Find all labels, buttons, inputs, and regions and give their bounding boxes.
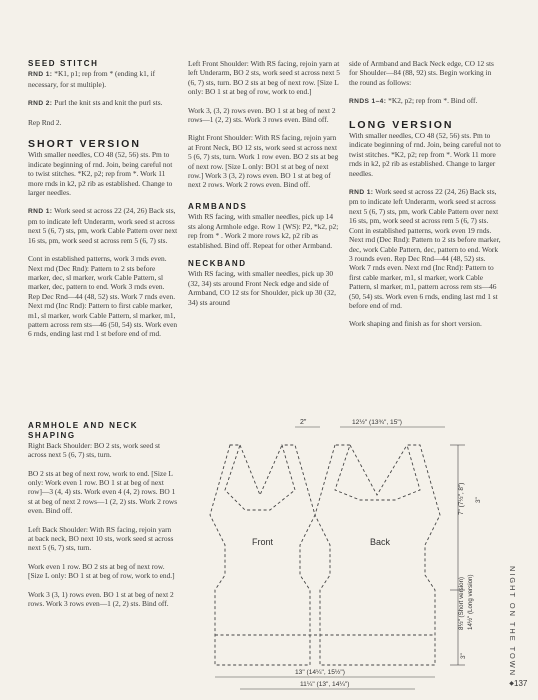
neckband-body: With RS facing, with smaller needles, pick up 30 (32, 34) sts around Front Neck edge and side of Armband, CO 12 sts for Shoulder, pick up 30 (32, 34) sts around — [188, 269, 336, 307]
right-front-shoulder: Right Front Shoulder: With RS facing, rejoin yarn at Front Neck, BO 12 sts, work seed st across next 5 (6, 7) sts, turn. Work 1 row even. BO 2 sts at beg of next row. [Size L only: BO1 st at beg of next row.] Work 3 (3, 2) rows even. BO 1 st at beg of next 2 rows. Work 2 rows even. Bind off. — [188, 133, 339, 190]
armhole-p2: BO 2 sts at beg of next row, work to end. [Size L only: Work even 1 row. BO 1 st at beg of next row]—3 (4, 4) sts. Work even 4 (4, 2) rows. BO 1 st at beg of next 2 rows—1 (2, 2) sts. Work 2 rows even. Bind off. — [28, 468, 178, 516]
book-section-title: NIGHT ON THE TOWN — [508, 566, 517, 678]
seed-stitch-rnd2 — [28, 98, 178, 108]
left-front-shoulder: Left Front Shoulder: With RS facing, rejoin yarn at left Underarm, BO 2 sts, work seed st across next 5 (6, 7) sts, turn. BO 2 sts at beg of next row. [Size L only: BO 1 st at beg of row, work to end.] — [188, 59, 340, 97]
rnd-label: RND 1: — [28, 71, 53, 79]
dim-right-long: 14½" (Long version) — [467, 574, 474, 630]
column-left — [28, 59, 178, 348]
rnd-text: *K1, p1; rep from * (ending k1, if necessary, for st multiple). — [28, 69, 156, 89]
column-right — [349, 59, 501, 338]
long-version-intro: With smaller needles, CO 48 (52, 56) sts. Pm to indicate beginning of rnd. Join, being careful not to twist stitches. *K2, p2; rep from *. Work 11 more rnds in k2, p2 rib as established. Change to larger needles. — [349, 131, 501, 178]
dim-right-3: 3" — [475, 497, 482, 503]
dim-bottom-2: 11¼" (13", 14¼") — [300, 681, 350, 688]
dim-top-small: 2" — [300, 419, 307, 426]
seed-stitch-rnd1 — [28, 69, 178, 89]
long-version-finish: Work shaping and finish as for short version. — [349, 319, 482, 329]
dim-bottom-1: 13" (14¼", 15½") — [295, 669, 345, 676]
armhole-p1: Right Back Shoulder: BO 2 sts, work seed st across next 5 (6, 7) sts, turn. — [28, 440, 160, 460]
rnd-label: RND 1: — [349, 189, 374, 197]
rnd-text: Purl the knit sts and knit the purl sts. — [54, 98, 163, 108]
long-version-heading: LONG VERSION — [349, 118, 454, 131]
armbands-body: With RS facing, with smaller needles, pick up 14 sts along Armhole edge. Row 1 (WS): P2, *k2, p2; rep from * . Work 2 more rows k2, p2 rib as established. Bind off. Repeat for other Armband. — [188, 212, 339, 250]
seed-stitch-heading: SEED STITCH — [28, 59, 99, 68]
front-outline — [210, 445, 315, 665]
rnds-1-4 — [349, 96, 501, 106]
armhole-p4: Work even 1 row. BO 2 sts at beg of next row. [Size L only: BO 1 st at beg of row, work to end.] — [28, 561, 175, 581]
armbands-heading: ARMBANDS — [188, 201, 248, 211]
rnd-text: Work seed st across 22 (24, 26) Back sts, pm to indicate left Underarm, work seed st across next 5 (6, 7) sts, pm, work Cable Pattern over next 16 sts, pm, work seed st across rem 5 (6, 7) sts. — [28, 206, 178, 245]
neckband-continued: side of Armband and Back Neck edge, CO 12 sts for Shoulder—84 (88, 92) sts. Begin working in the round as follows: — [349, 59, 494, 87]
column-left-bottom — [28, 421, 178, 618]
short-version-heading: SHORT VERSION — [28, 138, 141, 151]
schematic-diagram — [200, 415, 510, 695]
back-outline — [315, 445, 440, 665]
short-version-intro: With smaller needles, CO 48 (52, 56) sts. Pm to indicate beginning of rnd. Join, being careful not to twist stitches. *K2, p2; rep from *. Work 11 more rnds in k2, p2 rib as established. Change to larger needles. — [28, 150, 173, 198]
rnd-label: RND 2: — [28, 100, 53, 108]
running-footer — [508, 566, 517, 688]
dim-right-short: 8½" (Short version) — [458, 576, 465, 630]
rnd-label: RND 1: — [28, 208, 53, 216]
label-back: Back — [370, 537, 391, 547]
page-number: 137 — [514, 679, 528, 688]
short-version-body: Cont in established patterns, work 3 rnds even. Next rnd (Dec Rnd): Pattern to 2 sts before marker, dec, sl marker, work Cable Pattern, sl marker, dec, pattern to end. Work 3 rnds even. Rep Dec Rnd—44 (48, 52) sts. Work 7 rnds even. Next rnd (Inc Rnd): Pattern to first cable marker, m1, sl marker, work Cable Pattern, sl marker, m1, pattern across rem sts—46 (50, 54) sts. Work even 6 rnds, ending last rnd 1 st before end of rnd. — [28, 254, 178, 339]
dim-right-upper: 7" (7½", 8") — [458, 482, 465, 515]
label-front: Front — [252, 537, 274, 547]
armhole-heading-line1: ARMHOLE AND NECK — [28, 421, 139, 430]
seed-stitch-rep: Rep Rnd 2. — [28, 117, 62, 127]
neckband-heading: NECKBAND — [188, 258, 247, 268]
column-middle — [188, 59, 340, 316]
dim-top-wide: 12½" (13¾", 15") — [352, 419, 402, 426]
rnd-text: *K2, p2; rep from *. Bind off. — [388, 96, 478, 106]
armhole-p5: Work 3 (3, 1) rows even. BO 1 st at beg of next 2 rows. Work 3 rows even—1 (2, 2) sts. Bind off. — [28, 589, 174, 609]
left-front-rows: Work 3, (3, 2) rows even. BO 1 st at beg of next 2 rows—1 (2, 2) sts. Work 3 rows even. Bind off. — [188, 105, 336, 125]
armhole-heading-line2: SHAPING — [28, 431, 76, 441]
short-version-rnd1 — [28, 206, 178, 245]
bullet-icon: ◆ — [508, 681, 514, 688]
rnd-label: RNDS 1–4: — [349, 98, 387, 106]
rnd-text: Work seed st across 22 (24, 26) Back sts, pm to indicate left Underarm, work seed st across next 5 (6, 7) sts, pm, work Cable Pattern over next 16 sts, pm, work seed st across rem 5 (6, 7) sts. Cont in established patterns, work even 19 rnds. Next rnd (Dec Rnd): Pattern to 2 sts before marker, dec, work Cable Pattern, dec, pattern to end. Work 3 rounds even. Rep Dec Rnd—44 (48, 52) sts. Work 7 rnds even. Next rnd (Inc Rnd): Pattern to first cable marker, m1, sl marker, work Cable Pattern, sl marker, m1, pattern across rem sts—46 (50, 54) sts. Work even 6 rnds, ending last rnd 1 st before end of rnd. — [349, 187, 501, 310]
dim-left-3: 3" — [460, 653, 467, 659]
armhole-p3: Left Back Shoulder: With RS facing, rejoin yarn at back neck, BO next 10 sts, work seed st across next 5 (6, 7) sts, turn. — [28, 524, 174, 553]
long-version-rnd1 — [349, 187, 501, 310]
